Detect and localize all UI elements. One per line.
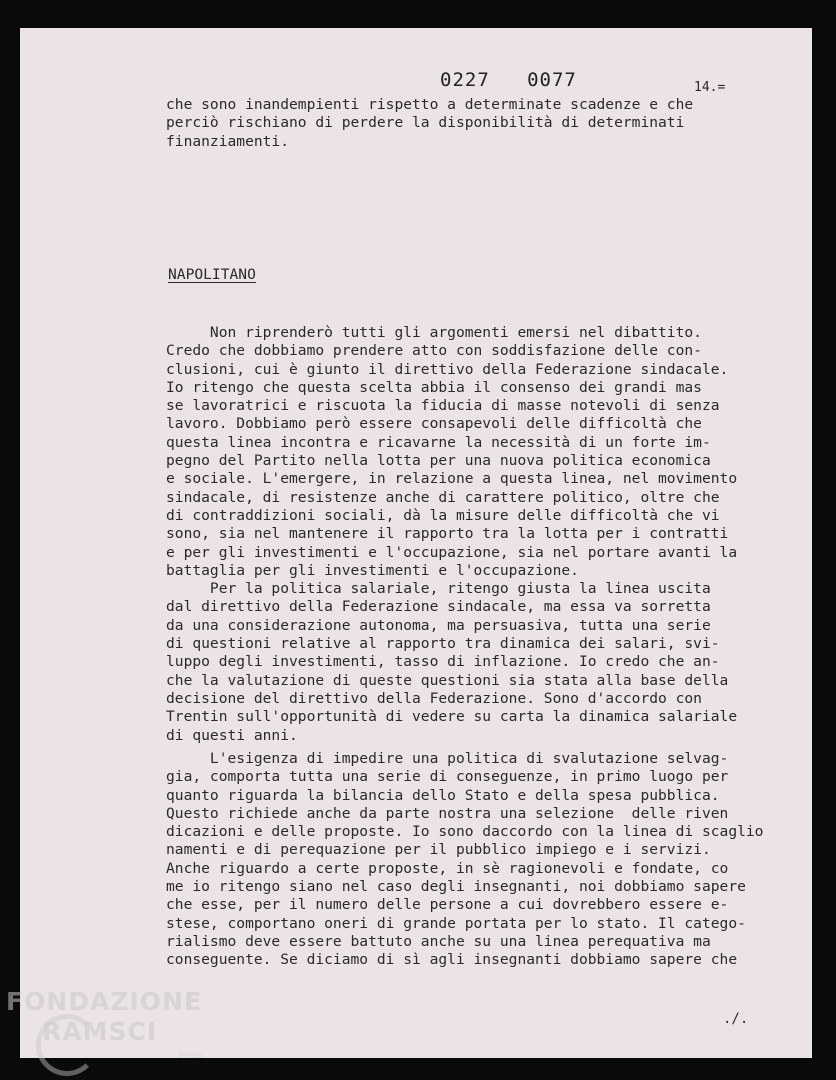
text-line: di contraddizioni sociali, dà la misure delle difficoltà che vi (166, 506, 720, 524)
text-line: rialismo deve essere battuto anche su una linea perequativa ma (166, 932, 711, 950)
text-line: Credo che dobbiamo prendere atto con soddisfazione delle con- (166, 342, 702, 360)
text-line: dal direttivo della Federazione sindacale, ma essa va sorretta (166, 598, 711, 616)
archive-code: 0227 0077 (440, 69, 577, 91)
paragraph-two (166, 750, 806, 970)
text-line: conseguente. Se diciamo di sì agli insegnanti dobbiamo sapere che (166, 951, 738, 969)
text-line: da una considerazione autonoma, ma persuasiva, tutta una serie (166, 616, 711, 634)
text-line: finanziamenti. (166, 132, 290, 150)
paragraph-one (166, 324, 806, 745)
text-line: quanto riguarda la bilancia dello Stato e della spesa pubblica. (166, 786, 720, 804)
text-line: perciò rischiano di perdere la disponibilità di determinati (166, 114, 685, 132)
text-line: di questioni relative al rapporto tra dinamica dei salari, svi- (166, 635, 720, 653)
text-line: Questo richiede anche da parte nostra una selezione delle riven (166, 804, 729, 822)
text-line: decisione del direttivo della Federazione. Sono d'accordo con (166, 689, 702, 707)
watermark-line: RAMSCI (42, 1017, 158, 1046)
text-line: che sono inandempienti rispetto a determinate scadenze e che (166, 96, 694, 113)
text-line: Per la politica salariale, ritengo giusta la linea uscita (166, 580, 711, 598)
text-line: pegno del Partito nella lotta per una nuova politica economica (166, 452, 711, 470)
text-line: namenti e di perequazione per il pubblico impiego e i servizi. (166, 841, 711, 859)
text-line: Trentin sull'opportunità di vedere su carta la dinamica salariale (166, 708, 738, 726)
watermark-line: onlus (178, 1051, 203, 1061)
intro-paragraph (166, 96, 806, 151)
text-line: sono, sia nel mantenere il rapporto tra la lotta per i contratti (166, 525, 729, 543)
text-line: e sociale. L'emergere, in relazione a questa linea, nel movimento (166, 470, 738, 488)
text-line: che esse, per il numero delle persone a cui dovrebbero essere e- (166, 896, 729, 914)
text-line: lavoro. Dobbiamo però essere consapevoli delle difficoltà che (166, 415, 702, 433)
text-line: clusioni, cui è giunto il direttivo della Federazione sindacale. (166, 360, 729, 378)
text-line: dicazioni e delle proposte. Io sono daccordo con la linea di scaglio (166, 823, 764, 841)
text-line: se lavoratrici e riscuota la fiducia di masse notevoli di senza (166, 397, 720, 415)
text-line: stese, comportano oneri di grande portata per lo stato. Il catego- (166, 914, 746, 932)
text-line: battaglia per gli investimenti e l'occupazione. (166, 561, 579, 579)
document-page (20, 28, 812, 1058)
text-line: luppo degli investimenti, tasso di inflazione. Io credo che an- (166, 653, 720, 671)
text-line: che la valutazione di queste questioni sia stata alla base della (166, 671, 729, 689)
text-line: Io ritengo che questa scelta abbia il consenso dei grandi mas (166, 378, 702, 396)
fondazione-gramsci-watermark (6, 988, 202, 1070)
text-line: Anche riguardo a certe proposte, in sè ragionevoli e fondate, co (166, 859, 729, 877)
continuation-mark: ./. (723, 1011, 749, 1027)
text-line: Non riprenderò tutti gli argomenti emersi nel dibattito. (166, 324, 702, 341)
text-line: me io ritengo siano nel caso degli insegnanti, noi dobbiamo sapere (166, 878, 746, 896)
text-line: L'esigenza di impedire una politica di svalutazione selvag- (166, 750, 729, 767)
speaker-heading: NAPOLITANO (168, 266, 256, 283)
text-line: questa linea incontra e ricavarne la necessità di un forte im- (166, 433, 711, 451)
text-line: gia, comporta tutta una serie di conseguenze, in primo luogo per (166, 768, 729, 786)
text-line: di questi anni. (166, 726, 298, 744)
text-line: e per gli investimenti e l'occupazione, sia nel portare avanti la (166, 543, 738, 561)
watermark-line: FONDAZIONE (6, 987, 203, 1016)
text-line: sindacale, di resistenze anche di carattere politico, oltre che (166, 488, 720, 506)
page-number: 14.= (694, 80, 726, 95)
